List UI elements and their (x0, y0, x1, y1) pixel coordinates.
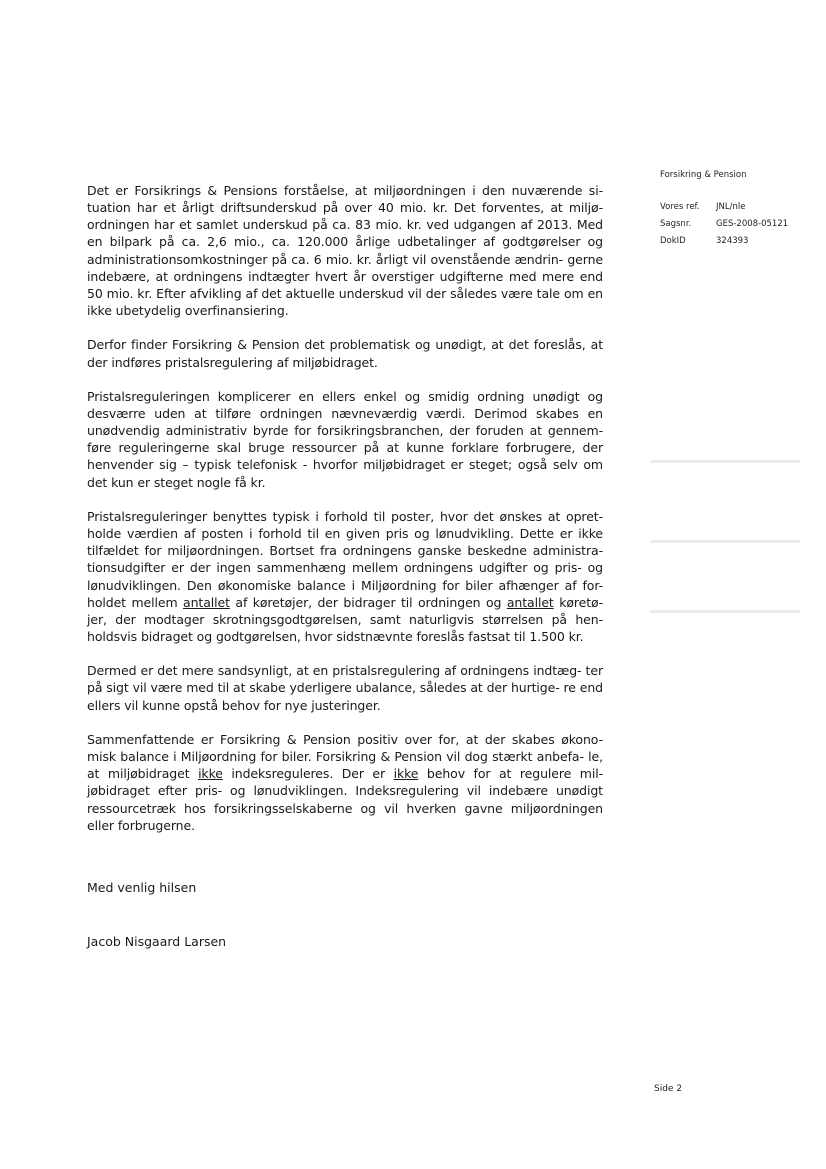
underlined-word: ikke (393, 766, 419, 782)
underlined-word: antallet (506, 594, 554, 610)
paragraph-deficit: Det er Forsikrings & Pensions forståelse, at miljøordningen i den nuværende si- tuation har et årligt driftsunderskud på over 40 mio. kr. Det forventes, at miljø- ordningen har et samlet underskud på ca. 83 mio. kr. ved udgangen af 2013. Med en bilpark på ca. 2,6 mio., ca. 120.000 årlige udbetalinger af godtgørelser og administrationsomkostninger på ca. 6 mio. kr. årligt vil ovenstående ændrin- gerne indebære, at ordningens indtægter hvert år overstiger udgifterne med mere end 50 mio. kr. Efter afvikling af det aktuelle underskud vil der således være tale om en ikke ubetydelig overfinansiering. (87, 183, 603, 319)
meta-value: GES-2008-05121 (716, 219, 789, 229)
signer-name: Jacob Nisgaard Larsen (87, 934, 227, 949)
paragraph-balance: Pristalsreguleringer benyttes typisk i forhold til poster, hvor det ønskes at opret- holde værdien af posten i forhold til en given pris og lønudvikling. Dette er ikke tilfældet for miljøordningen. Bortset fra ordningens ganske beskedne administra- tionsudgifter er der ingen sammenhæng mellem ordningens udgifter og pris- og lønudviklingen. Den økonomiske balance i Miljøordning for biler afhænger af for- holdet mellem antallet af køretøjer, der bidrager til ordningen og antallet køretø- jer, der modtager skrotningsgodtgørelsen, samt naturligvis størrelsen på hen- holdsvis bidraget og godtgørelsen, hvor sidstnævnte foreslås fastsat til 1.500 kr. (87, 508, 603, 645)
meta-label: Vores ref. (660, 202, 700, 212)
letter-body (87, 182, 603, 851)
meta-value: JNL/nle (716, 202, 746, 212)
sender-sidebar (660, 170, 820, 250)
page-number: Side 2 (654, 1084, 683, 1094)
meta-row-sagsnr (660, 216, 820, 233)
meta-value: 324393 (716, 236, 749, 246)
underlined-word: ikke (198, 766, 223, 782)
closing-salutation: Med venlig hilsen (87, 880, 197, 895)
meta-label: DokID (660, 236, 686, 246)
meta-label: Sagsnr. (660, 219, 692, 229)
bleed-through-mark (650, 460, 800, 463)
meta-row-dokid (660, 233, 820, 250)
underlined-word: antallet (183, 594, 230, 610)
paragraph-summary: Sammenfattende er Forsikring & Pension positiv over for, at der skabes økono- misk balance i Miljøordning for biler. Forsikring & Pension vil dog stærkt anbefa- le, at miljøbidraget ikke indeksreguleres. Der er ikke behov for at regulere mil- jøbidraget efter pris- og lønudviklingen. Indeksregulering vil indebære unødigt ressourcetræk hos forsikringsselskaberne og vil hverken gavne miljøordningen eller forbrugerne. (87, 731, 603, 833)
sender-org: Forsikring & Pension (660, 170, 747, 180)
bleed-through-mark (650, 540, 800, 543)
meta-row-vores-ref (660, 199, 820, 216)
bleed-through-mark (650, 610, 800, 613)
paragraph-imbalance: Dermed er det mere sandsynligt, at en pristalsregulering af ordningens indtæg- ter på sigt vil være med til at skabe yderligere ubalance, således at der hurtige- re end ellers vil kunne opstå behov for nye justeringer. (87, 663, 603, 713)
paragraph-conclusion: Derfor finder Forsikring & Pension det problematisk og unødigt, at det foreslås, at der indføres pristalsregulering af miljøbidraget. (87, 337, 603, 370)
paragraph-burden: Pristalsreguleringen komplicerer en ellers enkel og smidig ordning unødigt og desværre uden at tilføre ordningen nævneværdig værdi. Derimod skabes en unødvendig administrativ byrde for forsikringsbranchen, der foruden at gennem- føre reguleringerne skal bruge ressourcer på at kunne forklare forbrugere, der henvender sig – typisk telefonisk - hvorfor miljøbidraget er steget; også selv om det kun er steget nogle få kr. (87, 388, 603, 490)
